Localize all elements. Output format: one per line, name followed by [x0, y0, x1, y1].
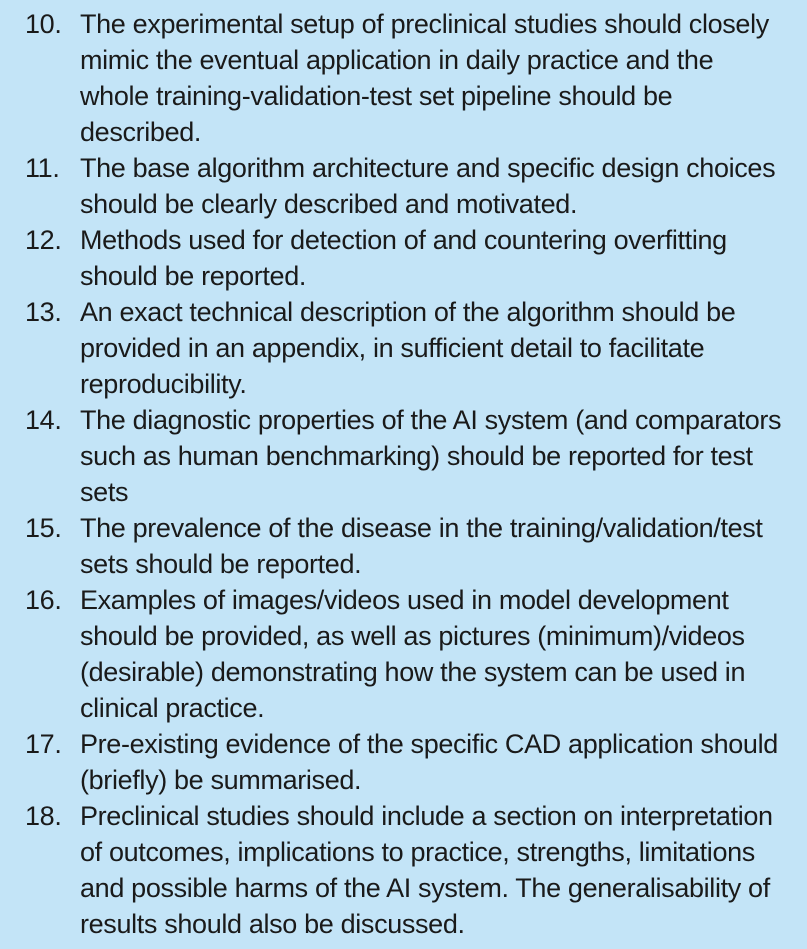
- list-item: [0, 582, 807, 726]
- item-text: Preclinical studies should include a section on interpretation of outcomes, implications to practice, strengths, limitations and possible harms of the AI system. The generalisability of results should also be discussed.: [80, 801, 773, 939]
- list-item: [0, 798, 807, 942]
- item-number: 15.: [25, 513, 62, 543]
- list-item: [0, 294, 807, 402]
- list-item: [0, 402, 807, 510]
- item-text: An exact technical description of the algorithm should be provided in an appendix, in sufficient detail to facilitate reproducibility.: [80, 297, 736, 399]
- item-text: The prevalence of the disease in the training/validation/test sets should be reported.: [80, 513, 763, 579]
- item-number: 18.: [25, 801, 62, 831]
- item-number: 13.: [25, 297, 62, 327]
- item-number: 11.: [25, 153, 60, 183]
- item-text: The experimental setup of preclinical studies should closely mimic the eventual application in daily practice and the whole training-validation-test set pipeline should be described.: [80, 9, 769, 147]
- item-text: The base algorithm architecture and specific design choices should be clearly described and motivated.: [80, 153, 776, 219]
- list-item: [0, 150, 807, 222]
- item-text: Examples of images/videos used in model development should be provided, as well as pictures (minimum)/videos (desirable) demonstrating how the system can be used in clinical practice.: [80, 585, 746, 723]
- item-text: The diagnostic properties of the AI system (and comparators such as human benchmarking) should be reported for test sets: [80, 405, 782, 507]
- recommendation-list: [0, 6, 807, 942]
- list-item: [0, 726, 807, 798]
- list-item: [0, 222, 807, 294]
- list-item: [0, 510, 807, 582]
- item-number: 10.: [25, 9, 62, 39]
- item-text: Pre-existing evidence of the specific CAD application should (briefly) be summarised.: [80, 729, 778, 795]
- list-item: [0, 6, 807, 150]
- item-number: 12.: [25, 225, 62, 255]
- item-number: 14.: [25, 405, 62, 435]
- item-number: 16.: [25, 585, 62, 615]
- item-number: 17.: [25, 729, 62, 759]
- item-text: Methods used for detection of and countering overfitting should be reported.: [80, 225, 727, 291]
